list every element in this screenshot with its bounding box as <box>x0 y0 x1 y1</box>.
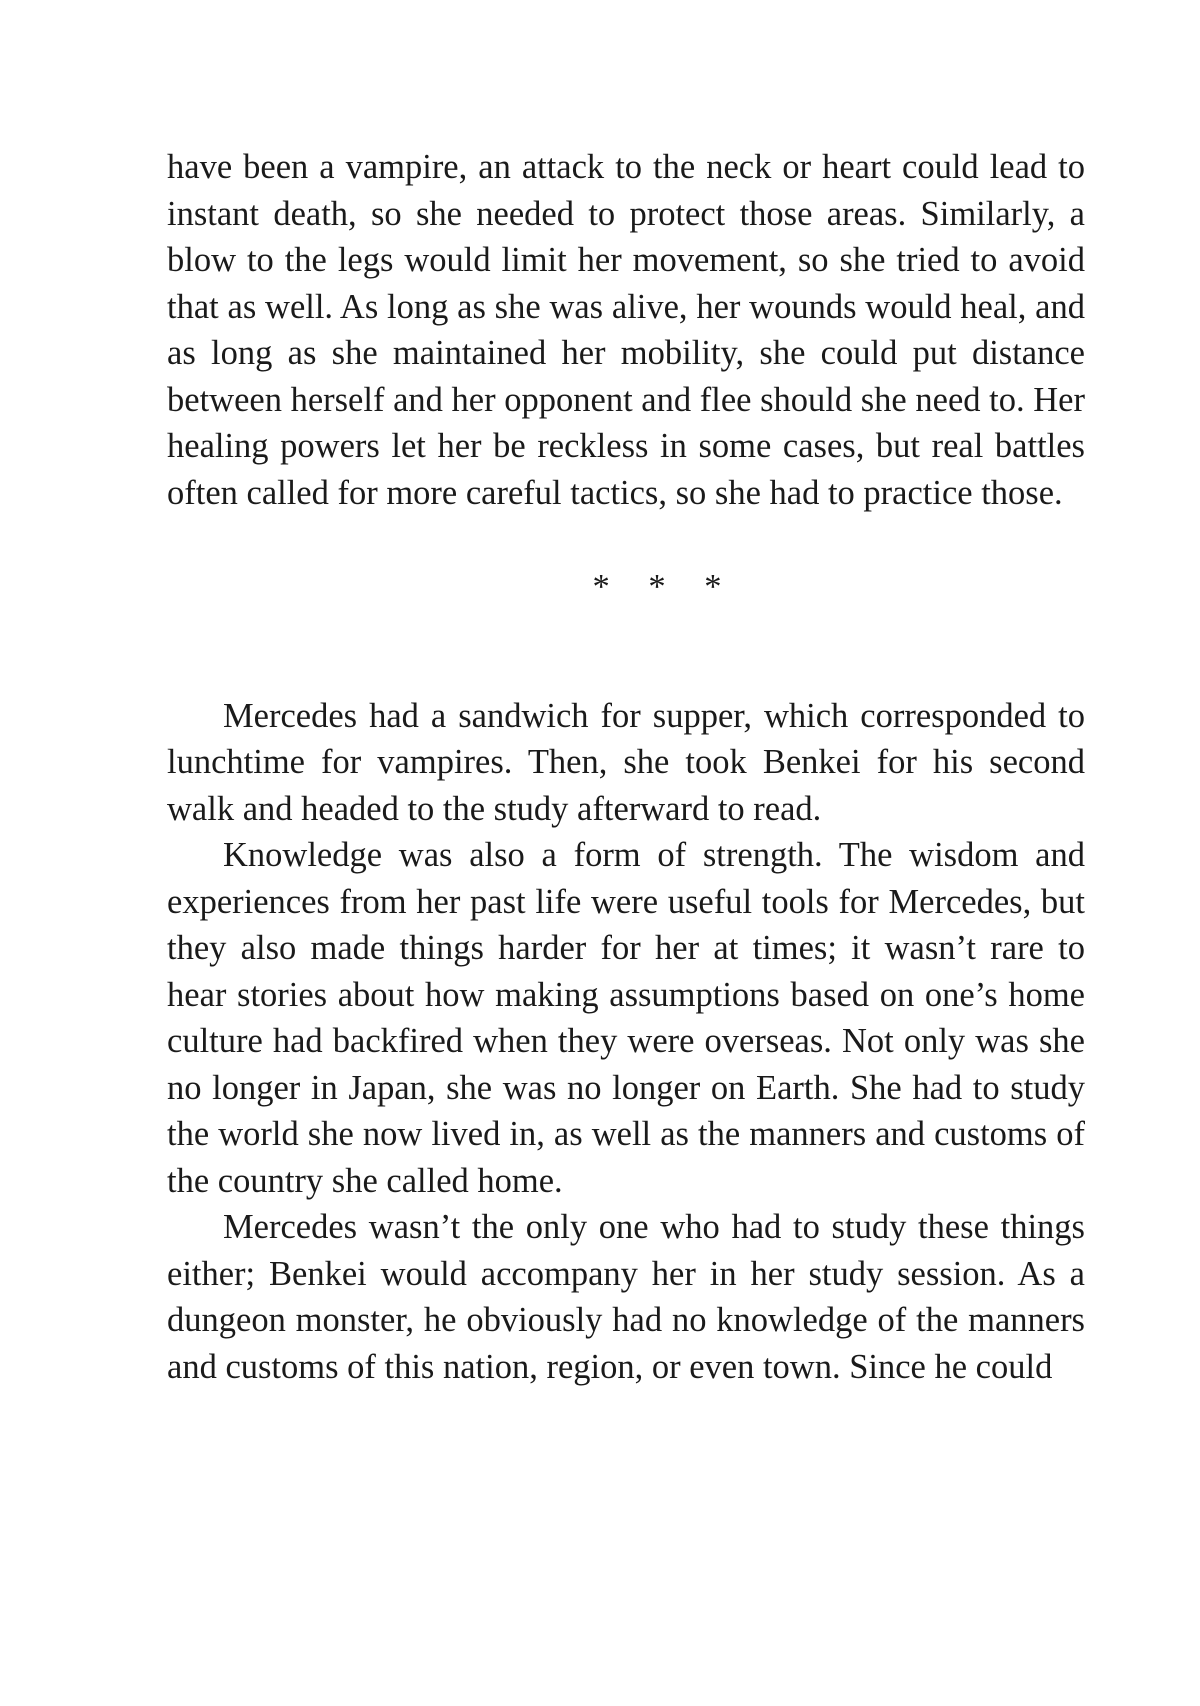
paragraph-continued: have been a vampire, an attack to the neck or heart could lead to instant death, so she needed to protect those areas. Similarly, a blow to the legs would limit her movement, so she tried to avoid that as well. As long as she was alive, her wounds would heal, and as long as she maintained her mobility, she could put distance between herself and her opponent and flee should she need to. Her healing powers let her be reckless in some cases, but real battles often called for more careful tactics, so she had to practice those. <box>167 148 1085 512</box>
scene-break-asterisk: * <box>592 568 610 606</box>
paragraph-benkei-study: Mercedes wasn’t the only one who had to study these things either; Benkei would accompany her in her study session. As a dungeon monster, he obviously had no knowledge of the manners and customs of this nation, region, or even town. Since he could <box>167 1208 1085 1386</box>
scene-break-asterisk: * <box>704 568 722 606</box>
paragraph-knowledge: Knowledge was also a form of strength. The wisdom and experiences from her past life were useful tools for Mercedes, but they also made things harder for her at times; it wasn’t rare to hear stories about how making assumptions based on one’s home culture had backfired when they were overseas. Not only was she no longer in Japan, she was no longer on Earth. She had to study the world she now lived in, as well as the manners and customs of the country she called home. <box>167 836 1085 1200</box>
paragraph-supper: Mercedes had a sandwich for supper, which corresponded to lunchtime for vampires. Then, she took Benkei for his second walk and headed to the study afterward to read. <box>167 696 1085 828</box>
page-body <box>167 144 1085 1390</box>
scene-break-asterisk: * <box>648 568 666 606</box>
scene-break <box>167 564 1085 611</box>
